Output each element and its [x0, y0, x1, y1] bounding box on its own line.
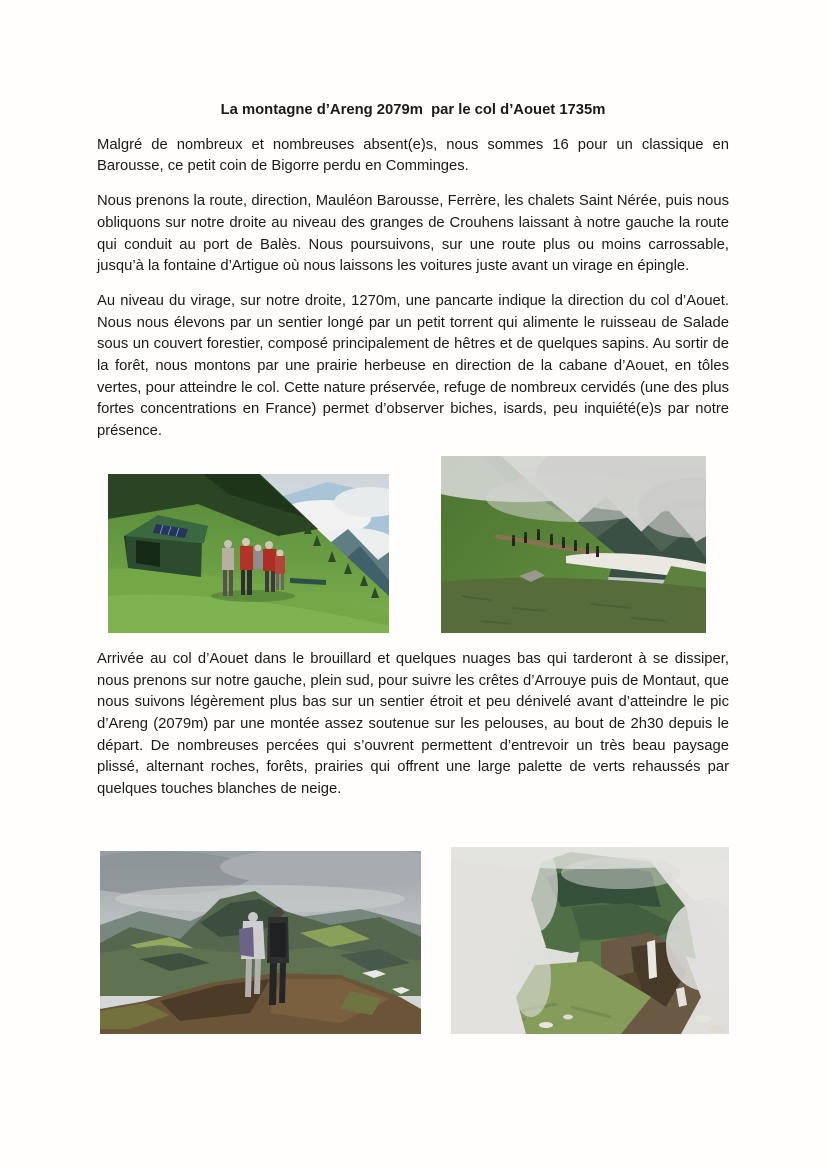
photo-cabane-aouet-group	[108, 474, 389, 633]
photo-neve-hikers	[441, 456, 706, 633]
page-title: La montagne d’Areng 2079m par le col d’Aouet 1735m	[220, 102, 606, 118]
photo-row-1	[97, 456, 729, 633]
paragraph-sommet: Arrivée au col d’Aouet dans le brouillard et quelques nuages bas qui tarderont à se dissiper, nous prenons sur notre gauche, plein sud, pour suivre les crêtes d’Arrouye puis de Montaut, que nous suivons légèrement plus bas sur un sentier étroit et peu dénivelé avant d’atteindre le pic d’Areng (2079m) par une montée assez soutenue sur les pelouses, au bout de 2h30 depuis le départ. De nombreuses percées qui s’ouvrent permettent d’entrevoir un très beau paysage plissé, alternant roches, forêts, prairies qui offrent une large palette de verts rehaussés par quelques touches blanches de neige.	[97, 650, 729, 798]
photo-hikers-promontoire	[100, 851, 421, 1034]
photo-cretes-brouillard	[451, 847, 729, 1034]
paragraph-intro: Malgré de nombreux et nombreuses absent(e)s, nous sommes 16 pour un classique en Barousse, ce petit coin de Bigorre perdu en Comminges.	[97, 136, 729, 175]
paragraph-ascension: Au niveau du virage, sur notre droite, 1270m, une pancarte indique la direction du col d’Aouet. Nous nous élevons par un sentier longé par un petit torrent qui alimente le ruisseau de Salade sous un couvert forestier, composé principalement de hêtres et de quelques sapins. Au sortir de la forêt, nous montons par une prairie herbeuse en direction de la cabane d’Aouet, en tôles vertes, pour atteindre le col. Cette nature préservée, refuge de nombreux cervidés (une des plus fortes concentrations en France) permet d’observer biches, isards, peu inquiété(e)s par notre présence.	[97, 292, 729, 440]
photo-row-2	[97, 847, 729, 1034]
paragraph-route: Nous prenons la route, direction, Mauléon Barousse, Ferrère, les chalets Saint Nérée, puis nous obliquons sur notre droite au niveau des granges de Crouhens laissant à notre gauche la route qui conduit au port de Balès. Nous poursuivons, sur une route plus ou moins carrossable, jusqu’à la fontaine d’Artigue où nous laissons les voitures juste avant un virage en épingle.	[97, 193, 729, 275]
